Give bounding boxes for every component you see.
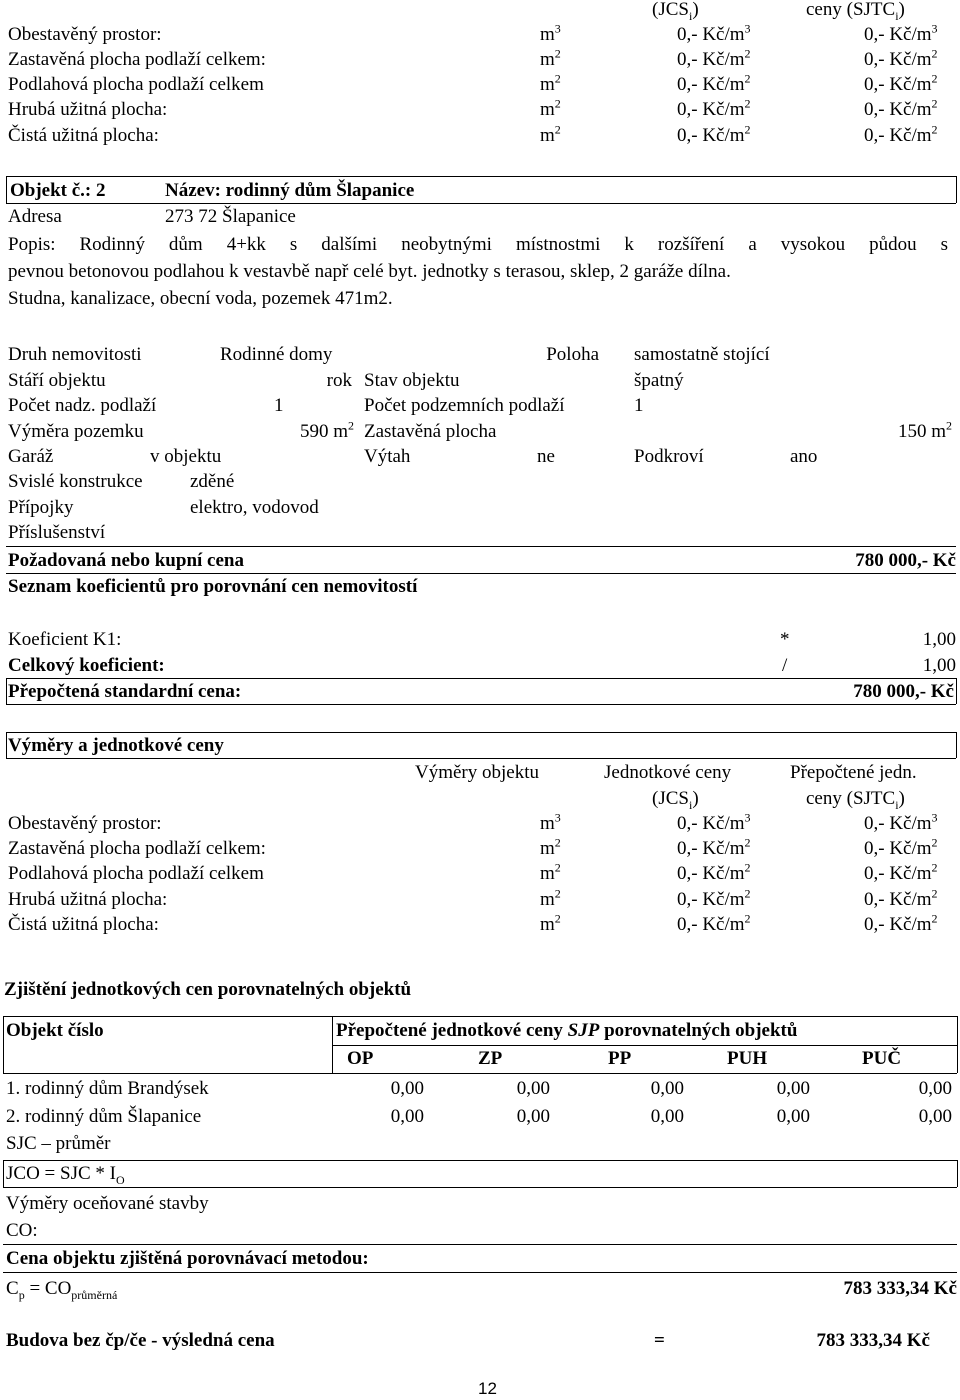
header-areas: Výměry objektu [415,762,540,783]
cell-value: 0,00 [918,1078,952,1099]
cell-value: 0,00 [776,1106,810,1127]
row-unit: $m^2$ [540,96,561,120]
table-line [3,1016,957,1017]
divider [6,758,956,759]
recalc-price-label: Přepočtená standardní cena: [8,681,242,702]
divider [6,176,7,203]
attr-label: Příslušenství [8,522,106,543]
description-line: Studna, kanalizace, obecní voda, pozemek 471m2. [8,288,393,309]
attr-label: Přípojky [8,497,74,518]
row-sjtc: 0,- $Kč/m^2$ [864,122,938,146]
divider [6,704,956,705]
result-title: Cena objektu zjištěná porovnávací metodou: [6,1248,369,1269]
compare-object-name: 2. rodinný dům Šlapanice [6,1106,202,1127]
coef-total-label: Celkový koeficient: [8,655,165,676]
row-unit: $m^2$ [540,122,561,146]
row-jcs: 0,- $Kč/m^2$ [677,46,751,70]
table-line [3,1187,957,1188]
col-puc: PUČ [862,1048,902,1069]
section-title: Výměry a jednotkové ceny [8,735,224,756]
attr-value: 1 [634,395,644,416]
divider [956,678,957,704]
divider [956,732,957,758]
object-name: Název: rodinný dům Šlapanice [165,180,415,201]
co-label: CO: [6,1220,38,1241]
header-unit-prices: Jednotkové ceny [604,762,732,783]
coef-total-value: 1,00 [922,655,956,676]
cell-value: 0,00 [390,1106,424,1127]
attr-label: Garáž [8,446,54,467]
attr-value: 1 [274,395,284,416]
attr-value: 590 $m^2$ [299,418,354,442]
coef-title: Seznam koeficientů pro porovnání cen nemovitostí [8,576,418,597]
row-sjtc: 0,- $Kč/m^2$ [864,860,938,884]
row-sjtc: 0,- $Kč/m^2$ [864,835,938,859]
appraised-areas: Výměry oceňované stavby [6,1193,209,1214]
attr-value: samostatně stojící [634,344,770,365]
col-zp: ZP [478,1048,503,1069]
cp-formula: $C_p = CO_{průměrná}$ [6,1278,118,1302]
attr-value: špatný [634,370,684,391]
cell-value: 0,00 [918,1106,952,1127]
cell-value: 0,00 [516,1106,550,1127]
attr-label: Poloha [546,344,599,365]
table-line [3,1160,957,1161]
col-object: Objekt číslo [6,1020,104,1041]
row-label: Obestavěný prostor: [8,813,162,834]
divider [956,176,957,203]
coef-total-op: / [782,655,788,676]
cell-value: 0,00 [390,1078,424,1099]
divider [6,176,956,177]
row-unit: $m^2$ [540,886,561,910]
header-jcs: $(JCS_i)$ [652,788,699,812]
attr-label: Svislé konstrukce [8,471,143,492]
row-unit: $m^2$ [540,835,561,859]
attr-value: ano [790,446,818,467]
table-line [957,1016,958,1073]
compare-object-name: 1. rodinný dům Brandýsek [6,1078,209,1099]
header-sjtc: ceny $(SJTC_i)$ [806,0,905,23]
row-unit: $m^2$ [540,911,561,935]
row-label: Obestavěný prostor: [8,24,162,45]
cell-value: 0,00 [516,1078,550,1099]
section-title: Zjištění jednotkových cen porovnatelných objektů [4,979,412,1000]
row-jcs: 0,- $Kč/m^3$ [677,21,751,45]
row-sjtc: 0,- $Kč/m^2$ [864,46,938,70]
attr-label: Stav objektu [364,370,460,391]
col-op: OP [347,1048,374,1069]
cell-value: 0,00 [650,1078,684,1099]
table-line [3,1016,4,1073]
row-unit: $m^2$ [540,71,561,95]
col-pp: PP [608,1048,632,1069]
row-sjtc: 0,- $Kč/m^3$ [864,810,938,834]
header-jcs: $(JCS_i)$ [652,0,699,23]
col-puh: PUH [727,1048,768,1069]
row-jcs: 0,- $Kč/m^2$ [677,835,751,859]
table-line [332,1045,957,1046]
row-jcs: 0,- $Kč/m^2$ [677,860,751,884]
coef-k1-value: 1,00 [922,629,956,650]
divider [6,678,956,679]
recalc-price-value: 780 000,- Kč [853,681,954,702]
row-label: Hrubá užitná plocha: [8,889,168,910]
row-jcs: 0,- $Kč/m^2$ [677,122,751,146]
row-sjtc: 0,- $Kč/m^2$ [864,886,938,910]
attr-value: ne [537,446,555,467]
cell-value: 0,00 [776,1078,810,1099]
attr-label: Stáří objektu [8,370,106,391]
divider [6,203,956,204]
attr-label: Počet podzemních podlaží [364,395,565,416]
row-sjtc: 0,- $Kč/m^3$ [864,21,938,45]
attr-value: zděné [190,471,235,492]
price-label: Požadovaná nebo kupní cena [8,550,244,571]
attr-label: Podkroví [634,446,704,467]
row-jcs: 0,- $Kč/m^2$ [677,886,751,910]
attr-label: Druh nemovitosti [8,344,142,365]
coef-k1-op: * [780,629,790,650]
attr-label: Výměra pozemku [8,421,144,442]
header-sjtc: ceny $(SJTC_i)$ [806,788,905,812]
object-number: Objekt č.: 2 [10,180,106,201]
attr-value: 150 $m^2$ [897,418,952,442]
row-sjtc: 0,- $Kč/m^2$ [864,71,938,95]
jco-formula: JCO = SJC * $I_O$ [6,1163,125,1187]
row-sjtc: 0,- $Kč/m^2$ [864,96,938,120]
table-line [332,1016,333,1073]
price-value: 780 000,- Kč [855,550,956,571]
page-number: 12 [478,1379,497,1398]
table-line [3,1272,957,1273]
attr-value: v objektu [150,446,222,467]
row-label: Podlahová plocha podlaží celkem [8,863,264,884]
attr-label: Výtah [364,446,411,467]
row-jcs: 0,- $Kč/m^2$ [677,71,751,95]
table-line [3,1073,957,1074]
header-recalc: Přepočtené jedn. [790,762,917,783]
sjc-average: SJC – průměr [6,1133,111,1154]
final-label: Budova bez čp/če - výsledná cena [6,1330,275,1351]
row-unit: $m^3$ [540,810,561,834]
row-label: Čistá užitná plocha: [8,914,159,935]
row-label: Zastavěná plocha podlaží celkem: [8,49,266,70]
attr-label: Zastavěná plocha [364,421,497,442]
cell-value: 0,00 [650,1106,684,1127]
coef-k1-label: Koeficient K1: [8,629,122,650]
table-line [3,1160,4,1187]
row-unit: $m^3$ [540,21,561,45]
col-group-header: Přepočtené jednotkové ceny SJP porovnatelných objektů [336,1020,798,1041]
row-jcs: 0,- $Kč/m^2$ [677,911,751,935]
row-jcs: 0,- $Kč/m^2$ [677,96,751,120]
row-label: Zastavěná plocha podlaží celkem: [8,838,266,859]
row-label: Podlahová plocha podlaží celkem [8,74,264,95]
cp-value: 783 333,34 Kč [843,1278,957,1299]
address-value: 273 72 Šlapanice [165,206,296,227]
table-line [3,1244,957,1245]
description-line: pevnou betonovou podlahou k vestavbě např celé byt. jednotky s terasou, sklep, 2 garáže dílna. [8,261,731,282]
attr-value: elektro, vodovod [190,497,319,518]
attr-label: Počet nadz. podlaží [8,395,157,416]
row-jcs: 0,- $Kč/m^3$ [677,810,751,834]
address-label: Adresa [8,206,62,227]
final-equals: = [654,1330,665,1351]
row-unit: $m^2$ [540,860,561,884]
attr-value: rok [326,370,352,391]
row-unit: $m^2$ [540,46,561,70]
attr-value: Rodinné domy [220,344,333,365]
table-line [957,1160,958,1187]
divider [6,732,956,733]
divider [6,573,956,574]
divider [6,732,7,758]
description-line: Popis: Rodinný dům 4+kk s dalšími neobytnými místnostmi k rozšíření a vysokou půdou s [8,234,948,255]
divider [6,546,956,547]
row-label: Hrubá užitná plocha: [8,99,168,120]
divider [6,678,7,704]
final-value: 783 333,34 Kč [816,1330,930,1351]
row-sjtc: 0,- $Kč/m^2$ [864,911,938,935]
row-label: Čistá užitná plocha: [8,125,159,146]
